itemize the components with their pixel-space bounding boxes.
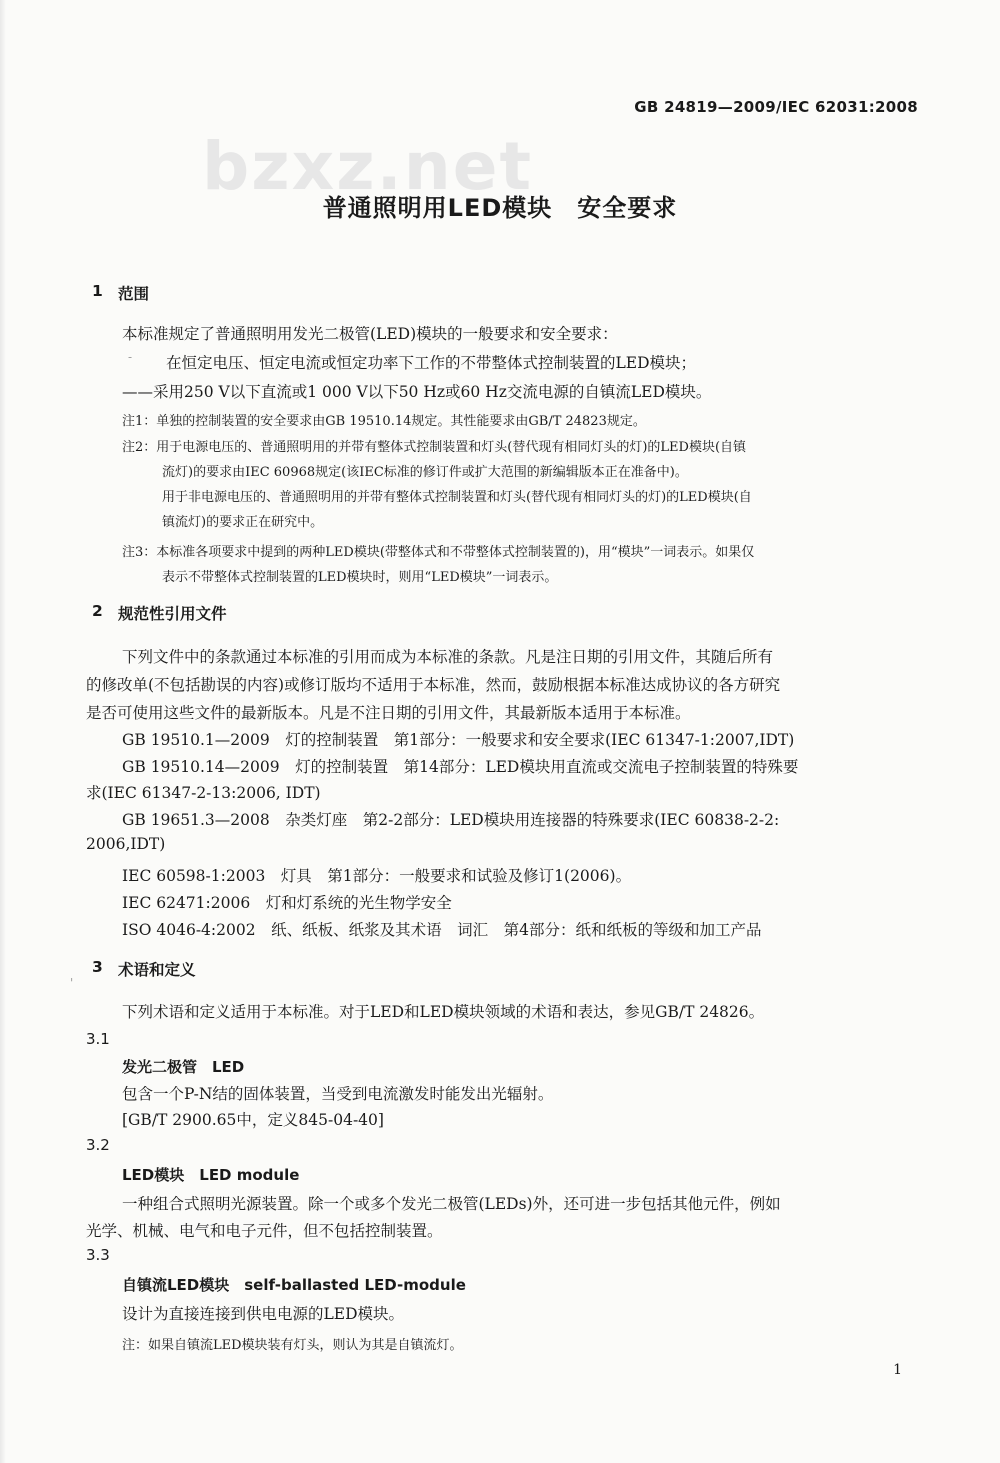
note-2-line-4: 镇流灯)的要求正在研究中。 <box>162 515 324 530</box>
section-3-intro: 下列术语和定义适用于本标准。对于LED和LED模块领域的术语和表达，参见GB/T 24826。 <box>122 1003 765 1021</box>
section-2-para-line-1: 下列文件中的条款通过本标准的引用而成为本标准的条款。凡是注日期的引用文件，其随后所有 <box>122 648 774 666</box>
standard-code-header: GB 24819—2009/IEC 62031:2008 <box>634 98 918 116</box>
reference-2-line-2: 求(IEC 61347-2-13:2006, IDT) <box>86 784 321 802</box>
clause-3-2-number: 3.2 <box>86 1136 110 1154</box>
note-3-3: 注：如果自镇流LED模块装有灯头，则认为其是自镇流灯。 <box>122 1338 463 1353</box>
scan-dash-mark: - <box>128 350 133 364</box>
reference-6: ISO 4046-4:2002 纸、纸板、纸浆及其术语 词汇 第4部分：纸和纸板的等级和加工产品 <box>122 921 762 939</box>
clause-3-1-number: 3.1 <box>86 1030 110 1048</box>
section-1-heading: 范围 <box>118 285 150 303</box>
note-2-line-2: 流灯)的要求由IEC 60968规定(该IEC标准的修订件或扩大范围的新编辑版本正在准备中)。 <box>162 465 688 480</box>
scope-item-1: 在恒定电压、恒定电流或恒定功率下工作的不带整体式控制装置的LED模块； <box>166 354 697 372</box>
definition-3-3: 设计为直接连接到供电电源的LED模块。 <box>122 1305 405 1323</box>
reference-2-line-1: GB 19510.14—2009 灯的控制装置 第14部分：LED模块用直流或交流电子控制装置的特殊要 <box>122 758 799 776</box>
watermark: bzxz.net <box>202 128 534 205</box>
section-2-number: 2 <box>92 602 103 620</box>
section-3-heading: 术语和定义 <box>118 961 196 979</box>
document-title: 普通照明用LED模块 安全要求 <box>322 194 678 222</box>
scope-item-2: ——采用250 V以下直流或1 000 V以下50 Hz或60 Hz交流电源的自镇流LED模块。 <box>122 383 712 401</box>
reference-3-line-2: 2006,IDT) <box>86 835 166 853</box>
note-2-line-1: 注2：用于电源电压的、普通照明用的并带有整体式控制装置和灯头(替代现有相同灯头的灯)的LED模块(自镇 <box>122 440 747 455</box>
note-3-line-2: 表示不带整体式控制装置的LED模块时，则用“LED模块”一词表示。 <box>162 570 558 585</box>
reference-4: IEC 60598-1:2003 灯具 第1部分：一般要求和试验及修订1(2006)。 <box>122 867 632 885</box>
section-1-intro: 本标准规定了普通照明用发光二极管(LED)模块的一般要求和安全要求： <box>122 325 618 343</box>
definition-3-1-source: [GB/T 2900.65中，定义845-04-40] <box>122 1111 384 1129</box>
clause-3-3-number: 3.3 <box>86 1246 110 1264</box>
section-3-number: 3 <box>92 958 103 976</box>
term-3-2: LED模块 LED module <box>122 1166 300 1184</box>
definition-3-2-line-1: 一种组合式照明光源装置。除一个或多个发光二极管(LEDs)外，还可进一步包括其他元件，例如 <box>122 1195 781 1213</box>
definition-3-1: 包含一个P-N结的固体装置，当受到电流激发时能发出光辐射。 <box>122 1085 554 1103</box>
section-2-para-line-2: 的修改单(不包括勘误的内容)或修订版均不适用于本标准，然而，鼓励根据本标准达成协议的各方研究 <box>86 676 781 694</box>
scan-mark: ' <box>70 976 74 990</box>
page-number: 1 <box>893 1362 902 1378</box>
reference-3-line-1: GB 19651.3—2008 杂类灯座 第2-2部分：LED模块用连接器的特殊要求(IEC 60838-2-2: <box>122 811 780 829</box>
section-2-heading: 规范性引用文件 <box>118 605 227 623</box>
reference-1: GB 19510.1—2009 灯的控制装置 第1部分：一般要求和安全要求(IEC 61347-1:2007,IDT) <box>122 731 795 749</box>
note-3-line-1: 注3：本标准各项要求中提到的两种LED模块(带整体式和不带整体式控制装置的)，用“模块”一词表示。如果仅 <box>122 545 755 560</box>
definition-3-2-line-2: 光学、机械、电气和电子元件，但不包括控制装置。 <box>86 1222 443 1240</box>
term-3-1: 发光二极管 LED <box>122 1058 245 1076</box>
reference-5: IEC 62471:2006 灯和灯系统的光生物学安全 <box>122 894 452 912</box>
note-2-line-3: 用于非电源电压的、普通照明用的并带有整体式控制装置和灯头(替代现有相同灯头的灯)的LED模块(自 <box>162 490 752 505</box>
section-2-para-line-3: 是否可使用这些文件的最新版本。凡是不注日期的引用文件，其最新版本适用于本标准。 <box>86 704 691 722</box>
term-3-3: 自镇流LED模块 self-ballasted LED-module <box>122 1276 466 1294</box>
section-1-number: 1 <box>92 282 103 300</box>
note-1: 注1：单独的控制装置的安全要求由GB 19510.14规定。其性能要求由GB/T 24823规定。 <box>122 414 646 429</box>
